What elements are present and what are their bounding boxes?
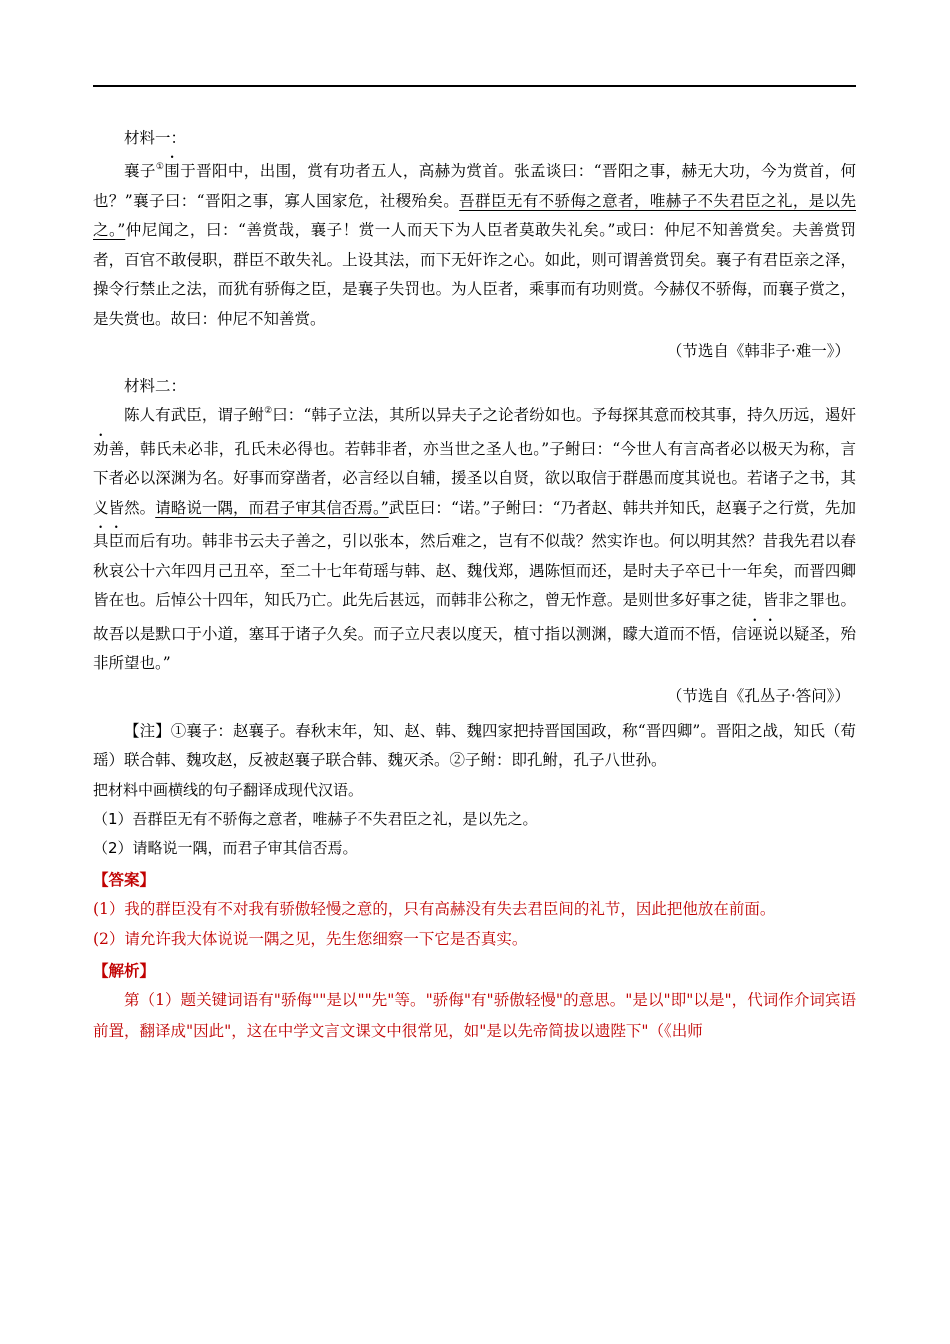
material2-source: （节选自《孔丛子·答问》）: [666, 686, 850, 705]
document-body: [93, 120, 856, 1047]
annotation-note: [93, 717, 856, 776]
emphasis-chars: 诬说: [747, 624, 779, 643]
footnote-marker-1: ①: [155, 162, 165, 172]
answer-heading: 【答案】: [93, 869, 156, 889]
underlined-sentence-2: 请略说一隅，而君子审其信否焉。”: [155, 498, 389, 517]
text-span: 善，韩氏未必非，孔氏未必得也。若韩非者，亦当世之圣人也。”子鲋曰：“今世人有言高者必以极天为称，言下者必以深渊为名。好事而穿凿者，必言经以自辅，援圣以自贤，欲以取信于群愚而度其说也。若诸子之书，其义皆然。: [93, 439, 856, 517]
footnote-marker-2: ②: [264, 406, 273, 416]
text-span: 而后有功。韩非书云夫子善之，引以张本，然后难之，岂有不似哉？然实诈也。何以明其然？昔我先君以春秋哀公十六年四月己丑卒，至二十七年荀瑶与韩、赵、魏伐郑，遇陈恒而还，是时夫子卒已十一年矣，而晋四卿皆在也。后悼公十四年，知氏乃亡。此先后甚远，而韩非公称之，曾无怍意。是则世多好事之徒，皆非之罪也。故吾以是默口于小道，塞耳于诸子久矣。而子立尺表以度天，植寸指以测渊，矇大道而不悟，信: [93, 532, 856, 643]
header-rule: [93, 85, 856, 87]
text-span: 仲尼闻之，曰：“善赏哉，襄子！赏一人而天下为人臣者莫敢失礼矣。”或曰：仲尼不知善赏矣。夫善赏罚者，百官不敢侵职，群臣不敢失礼。上设其法，而下无奸诈之心。如此，则可谓善赏罚矣。襄子有君臣亲之泽，操令行禁止之法，而犹有骄侮之臣，是襄子失罚也。为人臣者，乘事而有功则赏。今赫仅不骄侮，而襄子赏之，是失赏也。故曰：仲尼不知善赏。: [93, 221, 856, 328]
text-span: 于晋阳中，出围，赏有功者五人，高赫为赏首。张孟谈曰：“晋阳之事，赫无大功，今为赏首，何也？”襄子曰：“晋阳之事，寡人国家危，社稷殆矣。: [93, 162, 856, 210]
note-text: ①襄子：赵襄子。春秋末年，知、赵、韩、魏四家把持晋国国政，称“晋四卿”。晋阳之战，知氏（荀瑶）联合韩、魏攻赵，反被赵襄子联合韩、魏灭杀。②子鲋：即孔鲋，孔子八世孙。: [93, 721, 856, 769]
note-bracket: 【注】: [124, 721, 171, 740]
analysis-text: 第（1）题关键词语有"骄侮""是以""先"等。"骄侮"有"骄傲轻慢"的意思。"是以"即"以是"，代词作介词宾语前置，翻译成"因此"，这在中学文言文课文中很常见，如"是以先帝简拔以遗陛下"（《出师: [93, 990, 856, 1040]
emphasis-char: 劝: [93, 439, 109, 458]
text-span: 曰：“韩子立法，其所以异夫子之论者纷如也。予每探其意而校其事，持久历远，遏奸: [272, 406, 856, 424]
analysis-heading: 【解析】: [93, 960, 156, 980]
underlined-sentence-1: 吾群臣无有不骄侮之意者，唯赫子不失君臣之礼，是以先之。”: [93, 191, 856, 239]
text-span: 以疑圣，殆非所望也。”: [93, 624, 856, 672]
answer-2: (2）请允许我大体说说一隅之见，先生您细察一下它是否真实。: [93, 929, 528, 948]
question-item-1: （1）吾群臣无有不骄侮之意者，唯赫子不失君臣之礼，是以先之。: [93, 809, 538, 828]
answer-1: (1）我的群臣没有不对我有骄傲轻慢之意的，只有高赫没有失去君臣间的礼节，因此把他放在前面。: [93, 899, 776, 918]
text-span: 武臣曰：“诺。”子鲋曰：“乃者赵、韩共并知氏，赵襄子之行赏，先加: [388, 498, 856, 517]
material1-label: 材料一：: [124, 129, 187, 147]
question-prompt: 把材料中画横线的句子翻译成现代汉语。: [93, 780, 364, 799]
text-span: 襄子: [124, 162, 156, 180]
question-item-2: （2）请略说一隅，而君子审其信否焉。: [93, 838, 358, 857]
emphasis-char: 围: [164, 162, 181, 180]
text-span: 陈人有武臣，谓子鲋: [124, 406, 265, 424]
material1-source: （节选自《韩非子·难一》）: [666, 342, 850, 360]
material1-text: [93, 153, 856, 334]
material2-text: [93, 401, 856, 679]
material2-label: 材料二：: [124, 377, 187, 395]
emphasis-chars: 具臣: [93, 532, 125, 550]
